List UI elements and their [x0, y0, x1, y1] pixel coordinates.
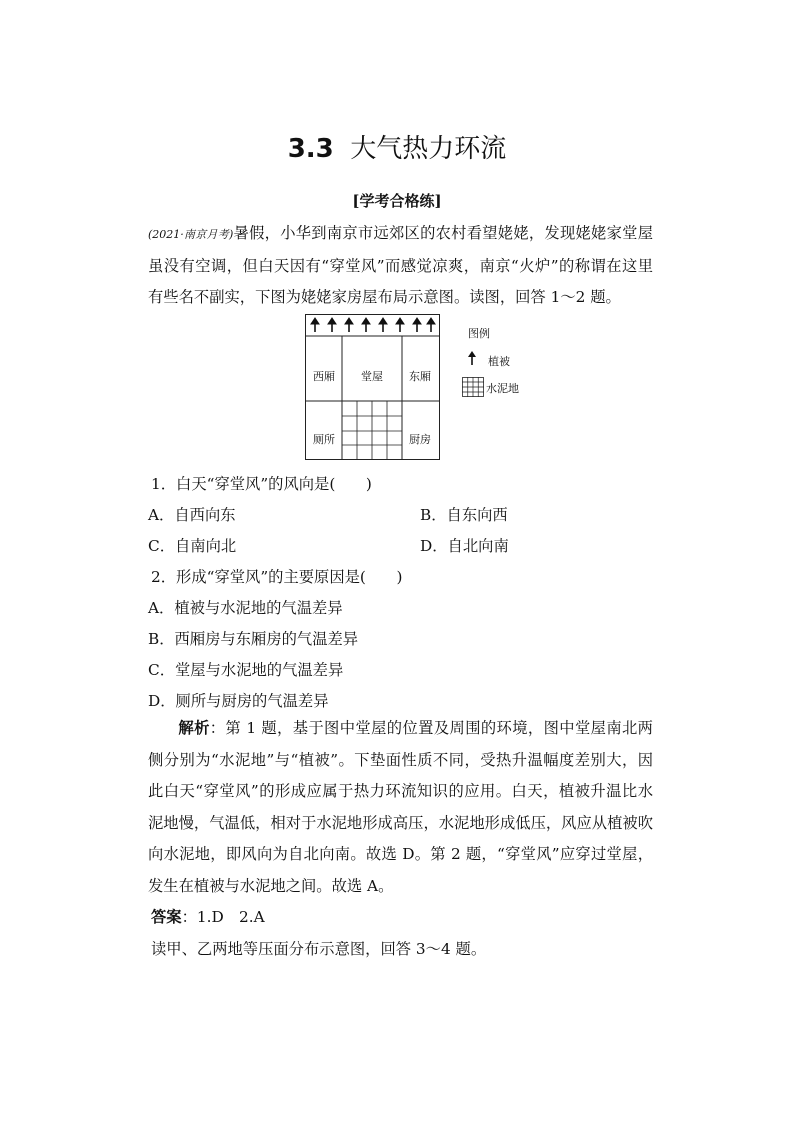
q1-stem: 1．白天“穿堂风”的风向是( ): [151, 475, 372, 493]
room-kitchen: 厨房: [409, 433, 431, 446]
q2-option-d: D．厕所与厨房的气温差异: [148, 692, 329, 710]
section-heading: [学考合格练]: [352, 192, 442, 210]
q2-stem: 2．形成“穿堂风”的主要原因是( ): [151, 568, 403, 586]
answer-line: [151, 905, 265, 927]
title-text: 大气热力环流: [350, 134, 507, 164]
page-title: [0, 128, 794, 165]
diagram-legend: [460, 322, 540, 402]
intro-source: (2021·南京月考): [148, 228, 234, 241]
q1-option-b: B．自东向西: [420, 506, 508, 524]
q1-option-d: D．自北向南: [420, 537, 509, 555]
plant-arrow-icon: [466, 350, 478, 366]
legend-cement: 水泥地: [486, 382, 519, 395]
legend-title: 图例: [468, 327, 490, 340]
intro-paragraph: [148, 218, 653, 314]
q2-option-a: A．植被与水泥地的气温差异: [148, 599, 343, 617]
q2-option-c: C．堂屋与水泥地的气温差异: [148, 661, 344, 679]
legend-plants: 植被: [488, 355, 510, 368]
next-question-intro: 读甲、乙两地等压面分布示意图，回答 3～4 题。: [151, 940, 487, 958]
room-hall: 堂屋: [361, 370, 383, 383]
q1-option-a: A．自西向东: [148, 506, 236, 524]
q2-option-b: B．西厢房与东厢房的气温差异: [148, 630, 359, 648]
answer-text: ：1.D 2.A: [181, 908, 265, 926]
intro-text: 暑假，小华到南京市远郊区的农村看望姥姥，发现姥姥家堂屋虽没有空调，但白天因有“穿堂风”而感觉凉爽，南京“火炉”的称谓在这里有些名不副实，下图为姥姥家房屋布局示意图。读图，回答 1～2 题。: [148, 224, 653, 307]
room-toilet: 厕所: [313, 433, 335, 446]
analysis-label: 解析: [178, 719, 210, 737]
room-west: 西厢: [313, 370, 335, 383]
house-layout-diagram: [305, 314, 440, 460]
answer-label: 答案: [151, 908, 182, 926]
q1-option-c: C．自南向北: [148, 537, 237, 555]
room-east: 东厢: [409, 370, 431, 383]
analysis-text: ：第 1 题，基于图中堂屋的位置及周围的环境，图中堂屋南北两侧分别为“水泥地”与“植被”。下垫面性质不同，受热升温幅度差别大，因此白天“穿堂风”的形成应属于热力环流知识的应用。白天，植被升温比水泥地慢，气温低，相对于水泥地形成高压，水泥地形成低压，风应从植被吹向水泥地，即风向为自北向南。故选 D。第 2 题，“穿堂风”应穿过堂屋，发生在植被与水泥地之间。故选 A。: [148, 719, 653, 895]
analysis-paragraph: [148, 713, 653, 903]
title-number: 3.3: [287, 134, 334, 164]
cement-grid-icon: [462, 377, 484, 397]
